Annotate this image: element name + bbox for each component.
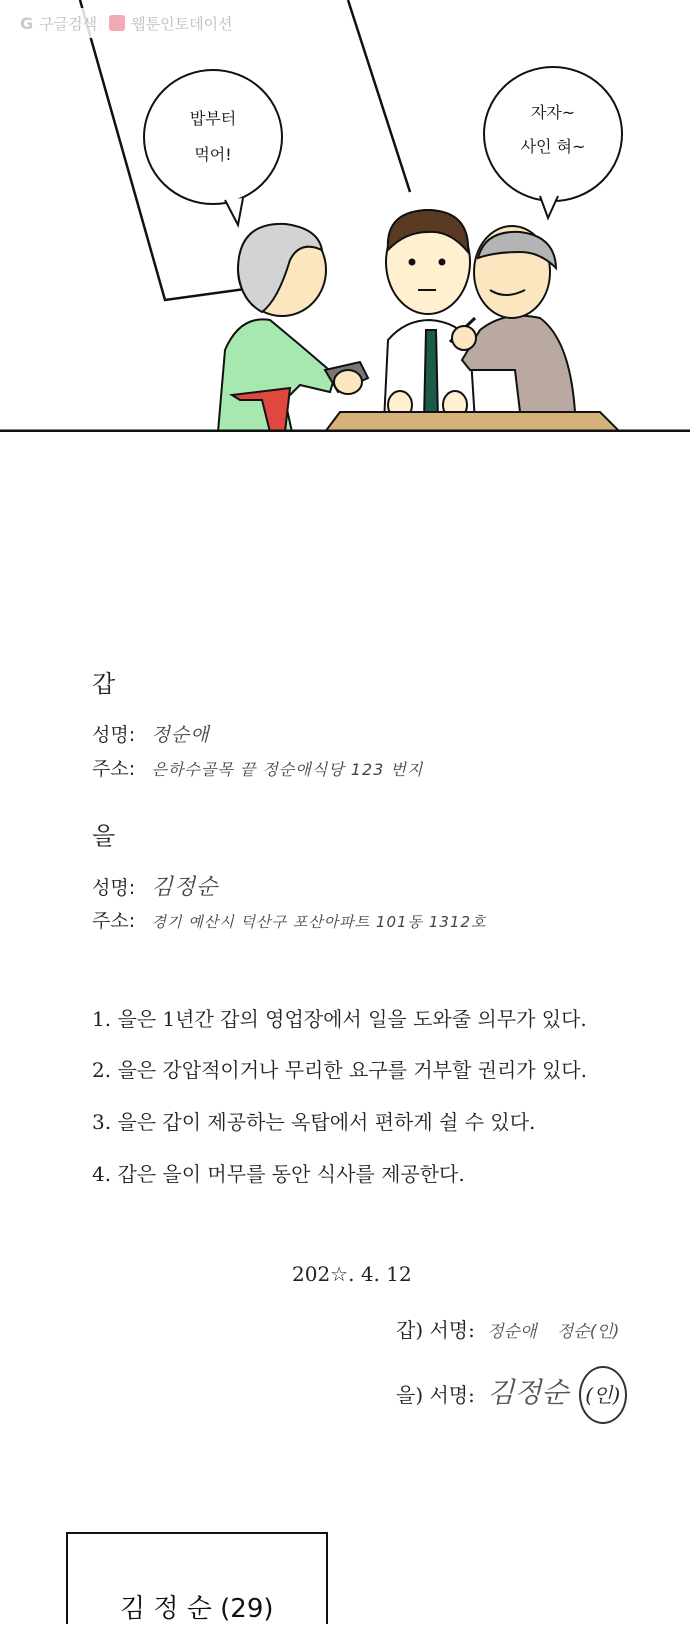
clause-3: 3. 을은 갑이 제공하는 옥탑에서 편하게 쉴 수 있다. — [92, 1110, 536, 1134]
party-a-heading: 갑 — [92, 670, 116, 698]
young-man-character — [384, 210, 475, 422]
party-a-name-label: 성명: — [92, 724, 136, 746]
next-panel-box — [66, 1532, 328, 1624]
party-a-name-row — [92, 720, 210, 747]
google-icon: G — [20, 13, 34, 33]
speech-bubble-right — [484, 67, 622, 218]
clause-4: 4. 갑은 을이 머무를 동안 식사를 제공한다. — [92, 1162, 465, 1186]
contract-date: 202☆. 4. 12 — [292, 1262, 412, 1286]
clause-2: 2. 을은 강압적이거나 무리한 요구를 거부할 권리가 있다. — [92, 1058, 587, 1082]
party-a-address-label: 주소: — [92, 758, 136, 780]
signature-b-row — [396, 1366, 627, 1424]
party-a-address-row — [92, 754, 423, 781]
party-b-address-row — [92, 906, 486, 933]
speech-bubble-left — [144, 70, 282, 225]
watermark-google-text: 구글검색 — [39, 14, 98, 33]
clause-1: 1. 을은 1년간 갑의 영업장에서 일을 도와줄 의무가 있다. — [92, 1007, 587, 1031]
signature-a-name: 정순애 — [487, 1322, 537, 1342]
party-b-name-row — [92, 870, 218, 901]
signature-a-label: 갑) 서명: — [396, 1318, 475, 1342]
signature-b-name: 김정순 — [487, 1376, 569, 1409]
webtoon-brand-icon — [109, 15, 125, 31]
party-b-name-value: 김정순 — [151, 875, 219, 900]
signature-b-seal: (인) — [579, 1366, 627, 1424]
party-b-address-label: 주소: — [92, 910, 136, 932]
signature-a-seal: 정순(인) — [556, 1322, 620, 1342]
bubble-right-line1: 자자~ — [530, 103, 576, 122]
bubble-left-line2: 먹어! — [194, 145, 232, 164]
signature-b-label: 을) 서명: — [396, 1383, 475, 1407]
source-watermark — [8, 8, 245, 38]
bubble-right-line2: 사인 혀~ — [520, 137, 586, 156]
grandmother-character — [218, 224, 368, 432]
party-a-name-value: 정순애 — [151, 724, 210, 746]
comic-panel — [0, 0, 690, 432]
signature-a-row — [396, 1314, 619, 1343]
table-illustration — [325, 412, 620, 432]
party-a-address-value: 은하수골목 끝 정순애식당 123 번지 — [151, 760, 424, 779]
watermark-brand-text: 웹툰인토데이션 — [131, 14, 233, 33]
party-b-address-value: 경기 예산시 덕산구 포산아파트 101동 1312호 — [151, 913, 487, 931]
party-b-heading: 을 — [92, 822, 116, 850]
next-panel-text: 김 정 순 (29) — [120, 1594, 274, 1624]
bubble-left-line1: 밥부터 — [189, 109, 237, 128]
party-b-name-label: 성명: — [92, 877, 136, 899]
